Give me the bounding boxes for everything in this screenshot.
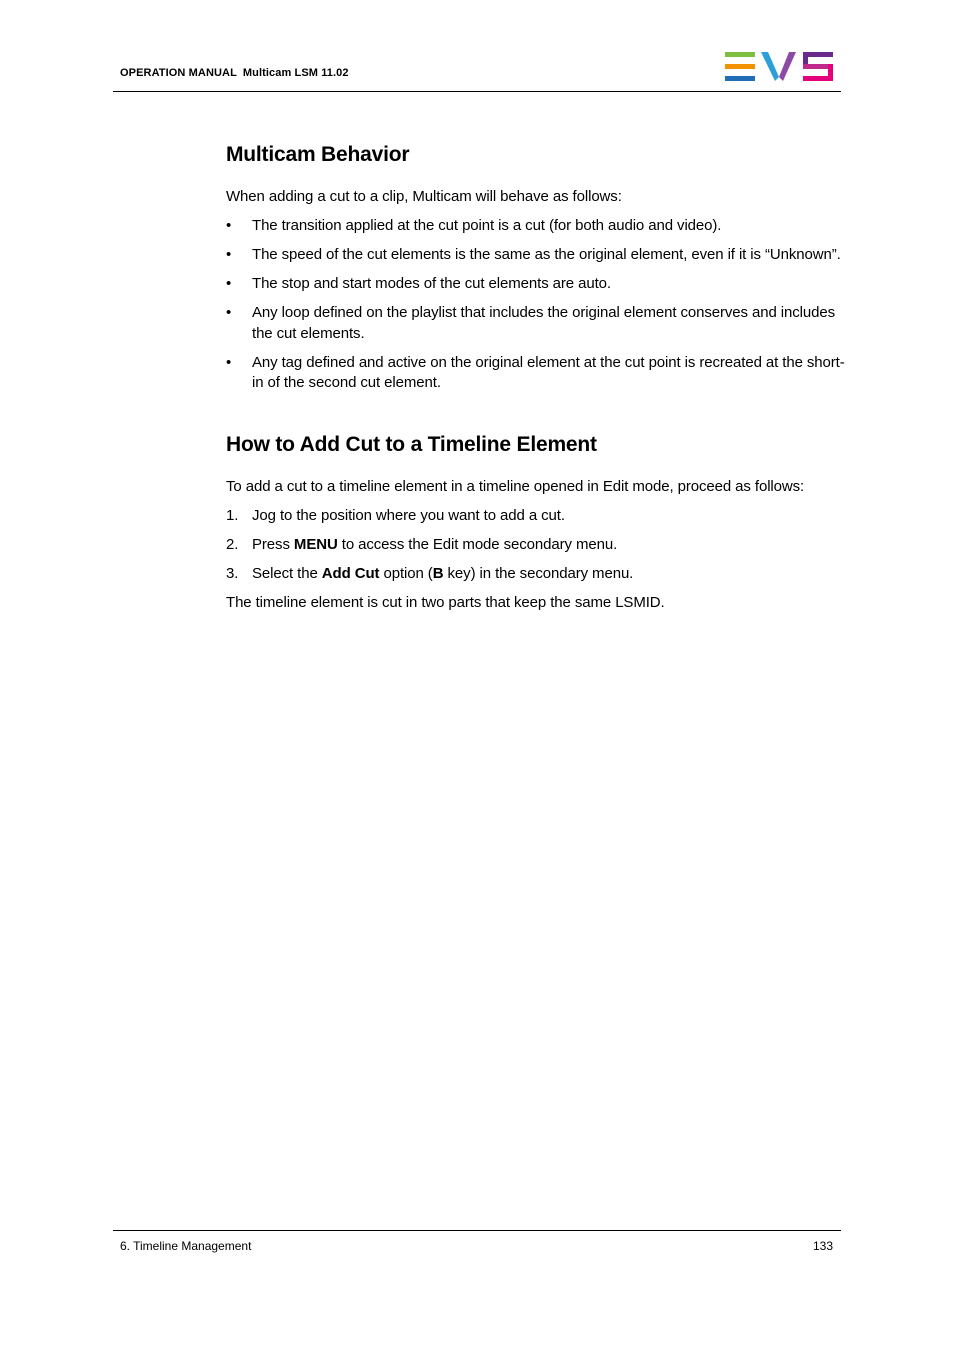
list-item bbox=[226, 303, 846, 344]
step-text-after: to access the Edit mode secondary menu. bbox=[337, 535, 618, 553]
bullet-marker: • bbox=[226, 217, 232, 234]
step-number: 1. bbox=[226, 506, 239, 524]
page-content bbox=[226, 140, 846, 613]
bullet-marker: • bbox=[226, 304, 232, 321]
list-item-text: The transition applied at the cut point is a cut (for both audio and video). bbox=[252, 217, 722, 234]
procedure-step bbox=[226, 535, 846, 556]
step-number: 2. bbox=[226, 535, 239, 553]
list-item bbox=[226, 216, 846, 237]
procedure-step-list bbox=[226, 506, 846, 585]
product-label: Multicam LSM 11.02 bbox=[242, 67, 349, 79]
menu-key-label: MENU bbox=[293, 535, 338, 553]
step-text-after: key) in the secondary menu. bbox=[443, 564, 634, 582]
logo-s-bottom bbox=[803, 76, 833, 81]
logo-v-left bbox=[761, 52, 779, 81]
list-item-text: Any loop defined on the playlist that includes the original element conserves and includes the cut elements. bbox=[252, 304, 836, 342]
list-item-text: Any tag defined and active on the original element at the cut point is recreated at the short-in of the second cut element. bbox=[252, 353, 845, 391]
list-item bbox=[226, 245, 846, 266]
section1-intro: When adding a cut to a clip, Multicam will behave as follows: bbox=[226, 188, 622, 205]
add-cut-option-label: Add Cut bbox=[321, 564, 380, 582]
procedure-step bbox=[226, 564, 846, 585]
footer-chapter: 6. Timeline Management bbox=[120, 1239, 252, 1253]
b-key-label: B bbox=[432, 564, 444, 582]
bullet-marker: • bbox=[226, 275, 232, 292]
behavior-bullet-list bbox=[226, 216, 846, 394]
step-text: Jog to the position where you want to add a cut. bbox=[252, 506, 565, 524]
logo-e-bar-top bbox=[725, 52, 755, 57]
header-title bbox=[120, 67, 349, 79]
list-item bbox=[226, 274, 846, 295]
list-item bbox=[226, 353, 846, 394]
evs-logo bbox=[725, 52, 835, 82]
logo-e-bar-middle bbox=[725, 64, 755, 69]
page-footer bbox=[113, 1230, 841, 1253]
page-number: 133 bbox=[812, 1239, 833, 1253]
page-header bbox=[113, 44, 841, 92]
step-text-before: Select the bbox=[252, 564, 322, 582]
step-text-before: Press bbox=[252, 535, 294, 553]
section2-intro: To add a cut to a timeline element in a timeline opened in Edit mode, proceed as follows: bbox=[226, 477, 805, 495]
list-item-text: The speed of the cut elements is the same as the original element, even if it is “Unknown”. bbox=[252, 246, 841, 263]
logo-e-bar-bottom bbox=[725, 76, 755, 81]
bullet-marker: • bbox=[226, 353, 232, 371]
logo-v-right bbox=[779, 52, 796, 81]
bullet-marker: • bbox=[226, 246, 232, 263]
step-text-middle: option ( bbox=[379, 564, 433, 582]
section-title-add-cut: How to Add Cut to a Timeline Element bbox=[226, 432, 597, 456]
list-item-text: The stop and start modes of the cut elements are auto. bbox=[252, 275, 611, 292]
section2-closing: The timeline element is cut in two parts that keep the same LSMID. bbox=[226, 593, 665, 611]
procedure-step bbox=[226, 506, 846, 527]
manual-label: OPERATION MANUAL bbox=[120, 67, 237, 79]
step-number: 3. bbox=[226, 564, 239, 582]
section-title-multicam-behavior: Multicam Behavior bbox=[226, 143, 410, 166]
